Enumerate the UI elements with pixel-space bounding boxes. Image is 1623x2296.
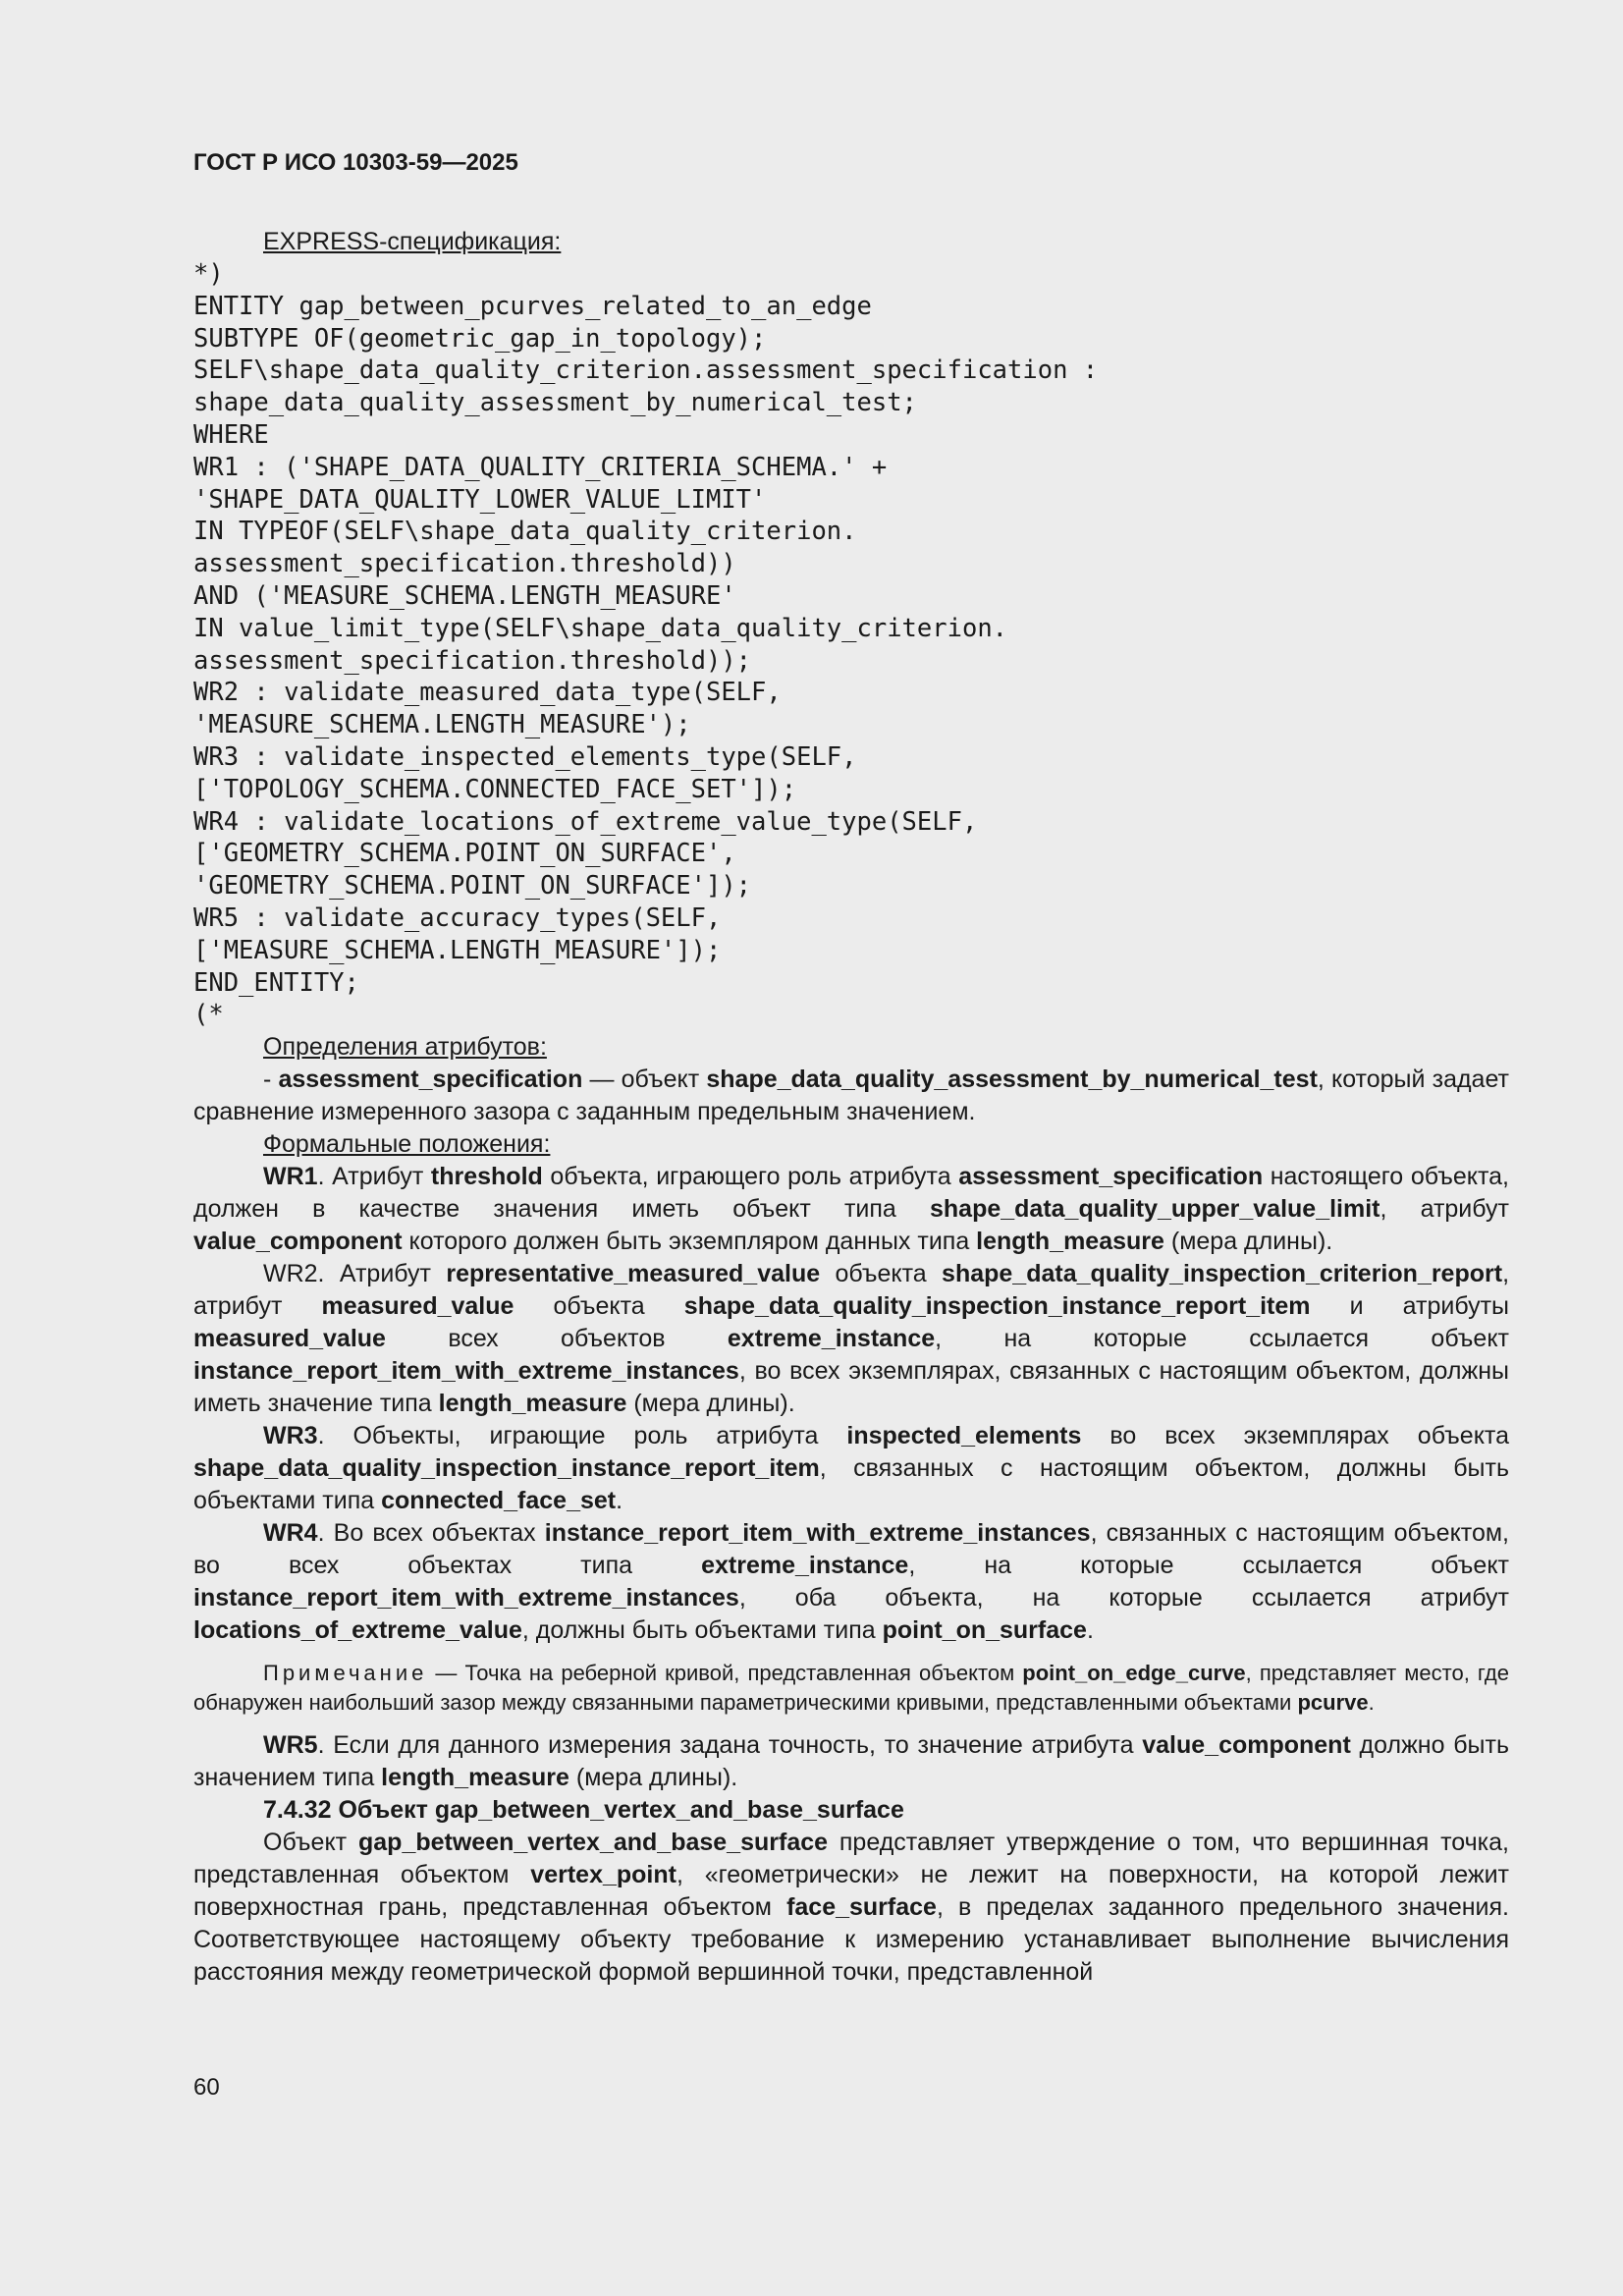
- express-code-block: [193, 258, 1509, 1031]
- code-line: shape_data_quality_assessment_by_numerical_test;: [193, 388, 917, 418]
- code-line: END_ENTITY;: [193, 967, 359, 998]
- rule-wr4: WR4. Во всех объектах instance_report_item_with_extreme_instances, связанных с настоящим объектом, во всех объектах типа extreme_instance, на которые ссылается объект instance_report_item_with_extreme_instances, оба объекта, на которые ссылается атрибут locations_of_extreme_value, должны быть объектами типа point_on_surface.: [193, 1519, 1509, 1645]
- rule-wr3: WR3. Объекты, играющие роль атрибута inspected_elements во всех экземплярах объекта shape_data_quality_inspection_instance_report_item, связанных с настоящим объектом, должны быть объектами типа connected_face_set.: [193, 1422, 1509, 1515]
- code-line: ['GEOMETRY_SCHEMA.POINT_ON_SURFACE',: [193, 839, 736, 869]
- code-line: WR4 : validate_locations_of_extreme_value_type(SELF,: [193, 806, 978, 837]
- formal-heading: Формальные положения:: [263, 1130, 551, 1159]
- note-label: Примечание: [263, 1661, 428, 1686]
- code-line: *): [193, 259, 224, 289]
- section-intro: Объект gap_between_vertex_and_base_surface представляет утверждение о том, что вершинная точка, представленная объектом vertex_point, «геометрически» не лежит на поверхности, на которой лежит поверхностная грань, представленная объектом face_surface, в пределах заданного предельного значения. Соответствующее настоящему объекту требование к измерению устанавливает выполнение вычисления расстояния между геометрической формой вершинной точки, представленной: [193, 1829, 1510, 1987]
- code-line: 'GEOMETRY_SCHEMA.POINT_ON_SURFACE']);: [193, 871, 752, 902]
- note-paragraph: Примечание — Точка на реберной кривой, представленная объектом point_on_edge_curve, представляет место, где обнаружен наибольший зазор между связанными параметрическими кривыми, представленными объектами pcurve.: [193, 1661, 1509, 1716]
- code-line: SELF\shape_data_quality_criterion.assessment_specification :: [193, 355, 1099, 386]
- attribute-definition: - assessment_specification — объект shape_data_quality_assessment_by_numerical_test, который задает сравнение измеренного зазора с заданным предельным значением.: [193, 1066, 1509, 1126]
- attributes-heading: Определения атрибутов:: [263, 1033, 547, 1062]
- code-line: (*: [193, 1000, 224, 1030]
- code-line: WR1 : ('SHAPE_DATA_QUALITY_CRITERIA_SCHEMA.' +: [193, 452, 888, 482]
- code-line: assessment_specification.threshold)): [193, 549, 736, 579]
- rule-wr1: WR1. Атрибут threshold объекта, играющего роль атрибута assessment_specification настоящего объекта, должен в качестве значения иметь объект типа shape_data_quality_upper_value_limit, атрибут value_component которого должен быть экземпляром данных типа length_measure (мера длины).: [193, 1163, 1509, 1256]
- code-line: ['TOPOLOGY_SCHEMA.CONNECTED_FACE_SET']);: [193, 774, 797, 804]
- rule-wr5: WR5. Если для данного измерения задана точность, то значение атрибута value_component должно быть значением типа length_measure (мера длины).: [193, 1731, 1509, 1792]
- code-line: IN value_limit_type(SELF\shape_data_quality_criterion.: [193, 613, 1008, 643]
- code-line: ['MEASURE_SCHEMA.LENGTH_MEASURE']);: [193, 935, 722, 965]
- document-header: ГОСТ Р ИСО 10303-59—2025: [193, 149, 518, 176]
- code-line: WR2 : validate_measured_data_type(SELF,: [193, 678, 782, 708]
- code-line: 'SHAPE_DATA_QUALITY_LOWER_VALUE_LIMIT': [193, 484, 767, 515]
- code-line: SUBTYPE OF(geometric_gap_in_topology);: [193, 323, 767, 354]
- code-line: AND ('MEASURE_SCHEMA.LENGTH_MEASURE': [193, 580, 736, 611]
- section-heading: 7.4.32 Объект gap_between_vertex_and_base_surface: [263, 1796, 904, 1825]
- page-number: 60: [193, 2074, 220, 2101]
- code-line: 'MEASURE_SCHEMA.LENGTH_MEASURE');: [193, 710, 691, 740]
- code-line: assessment_specification.threshold));: [193, 645, 752, 676]
- code-line: WR5 : validate_accuracy_types(SELF,: [193, 902, 722, 933]
- code-line: IN TYPEOF(SELF\shape_data_quality_criterion.: [193, 517, 857, 547]
- rule-wr2: WR2. Атрибут representative_measured_value объекта shape_data_quality_inspection_criterion_report, атрибут measured_value объекта shape_data_quality_inspection_instance_report_item и атрибуты measured_value всех объектов extreme_instance, на которые ссылается объект instance_report_item_with_extreme_instances, во всех экземплярах, связанных с настоящим объектом, должны иметь значение типа length_measure (мера длины).: [193, 1260, 1510, 1418]
- page-content: [193, 226, 1509, 1989]
- express-heading: EXPRESS-спецификация:: [263, 228, 562, 255]
- code-line: WHERE: [193, 419, 269, 450]
- code-line: WR3 : validate_inspected_elements_type(SELF,: [193, 741, 857, 772]
- code-line: ENTITY gap_between_pcurves_related_to_an_edge: [193, 291, 872, 321]
